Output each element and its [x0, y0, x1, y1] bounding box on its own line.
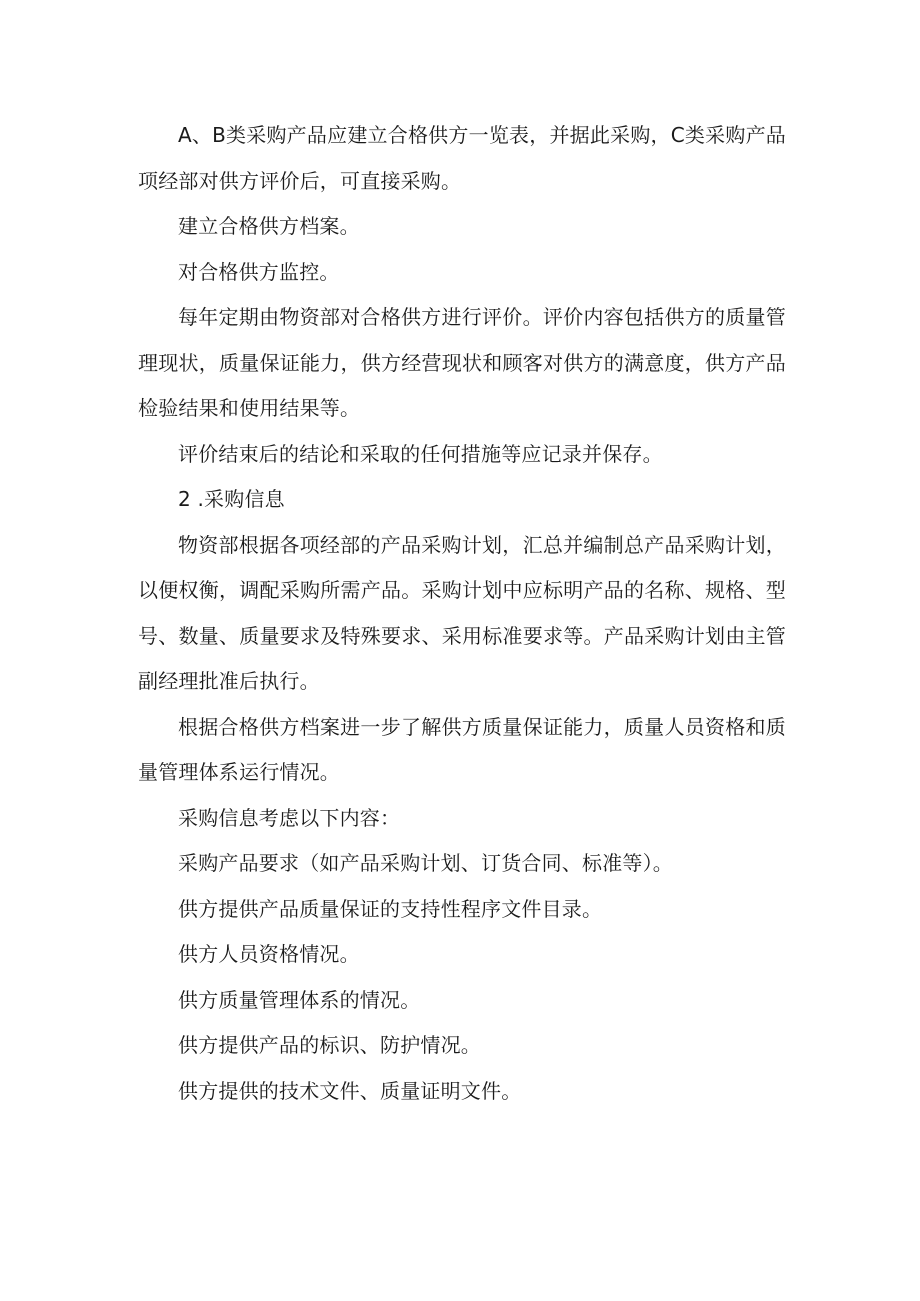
document-body	[138, 113, 786, 1114]
paragraph-supplier-archive: 建立合格供方档案。	[178, 214, 360, 238]
list-item-identification-protection: 供方提供产品的标识、防护情况。	[178, 1033, 481, 1057]
section-heading-purchasing-info: 2 .采购信息	[178, 487, 285, 511]
list-item-quality-system: 供方质量管理体系的情况。	[178, 987, 421, 1012]
paragraph-supplier-list: A、B类采购产品应建立合格供方一览表，并据此采购，C类采购产品项经部对供方评价后，可直接采购。	[138, 123, 786, 193]
paragraph-purchase-plan: 物资部根据各项经部的产品采购计划，汇总并编制总产品采购计划，以便权衡，调配采购所需产品。采购计划中应标明产品的名称、规格、型号、数量、质量要求及特殊要求、采用标准要求等。产品采购计划由主管副经理批准后执行。	[138, 532, 786, 693]
list-item-product-requirements: 采购产品要求（如产品采购计划、订货合同、标准等）。	[178, 851, 673, 875]
paragraph-supplier-monitoring: 对合格供方监控。	[178, 259, 340, 284]
paragraph-evaluation-record: 评价结束后的结论和采取的任何措施等应记录并保存。	[178, 441, 663, 466]
paragraph-info-considerations: 采购信息考虑以下内容：	[178, 805, 401, 830]
list-item-technical-documents: 供方提供的技术文件、质量证明文件。	[178, 1078, 522, 1103]
list-item-personnel-qualification: 供方人员资格情况。	[178, 942, 360, 966]
list-item-procedure-catalog: 供方提供产品质量保证的支持性程序文件目录。	[178, 896, 603, 921]
paragraph-supplier-capability: 根据合格供方档案进一步了解供方质量保证能力，质量人员资格和质量管理体系运行情况。	[138, 714, 786, 784]
paragraph-annual-evaluation: 每年定期由物资部对合格供方进行评价。评价内容包括供方的质量管理现状，质量保证能力，供方经营现状和顾客对供方的满意度，供方产品检验结果和使用结果等。	[138, 305, 786, 420]
